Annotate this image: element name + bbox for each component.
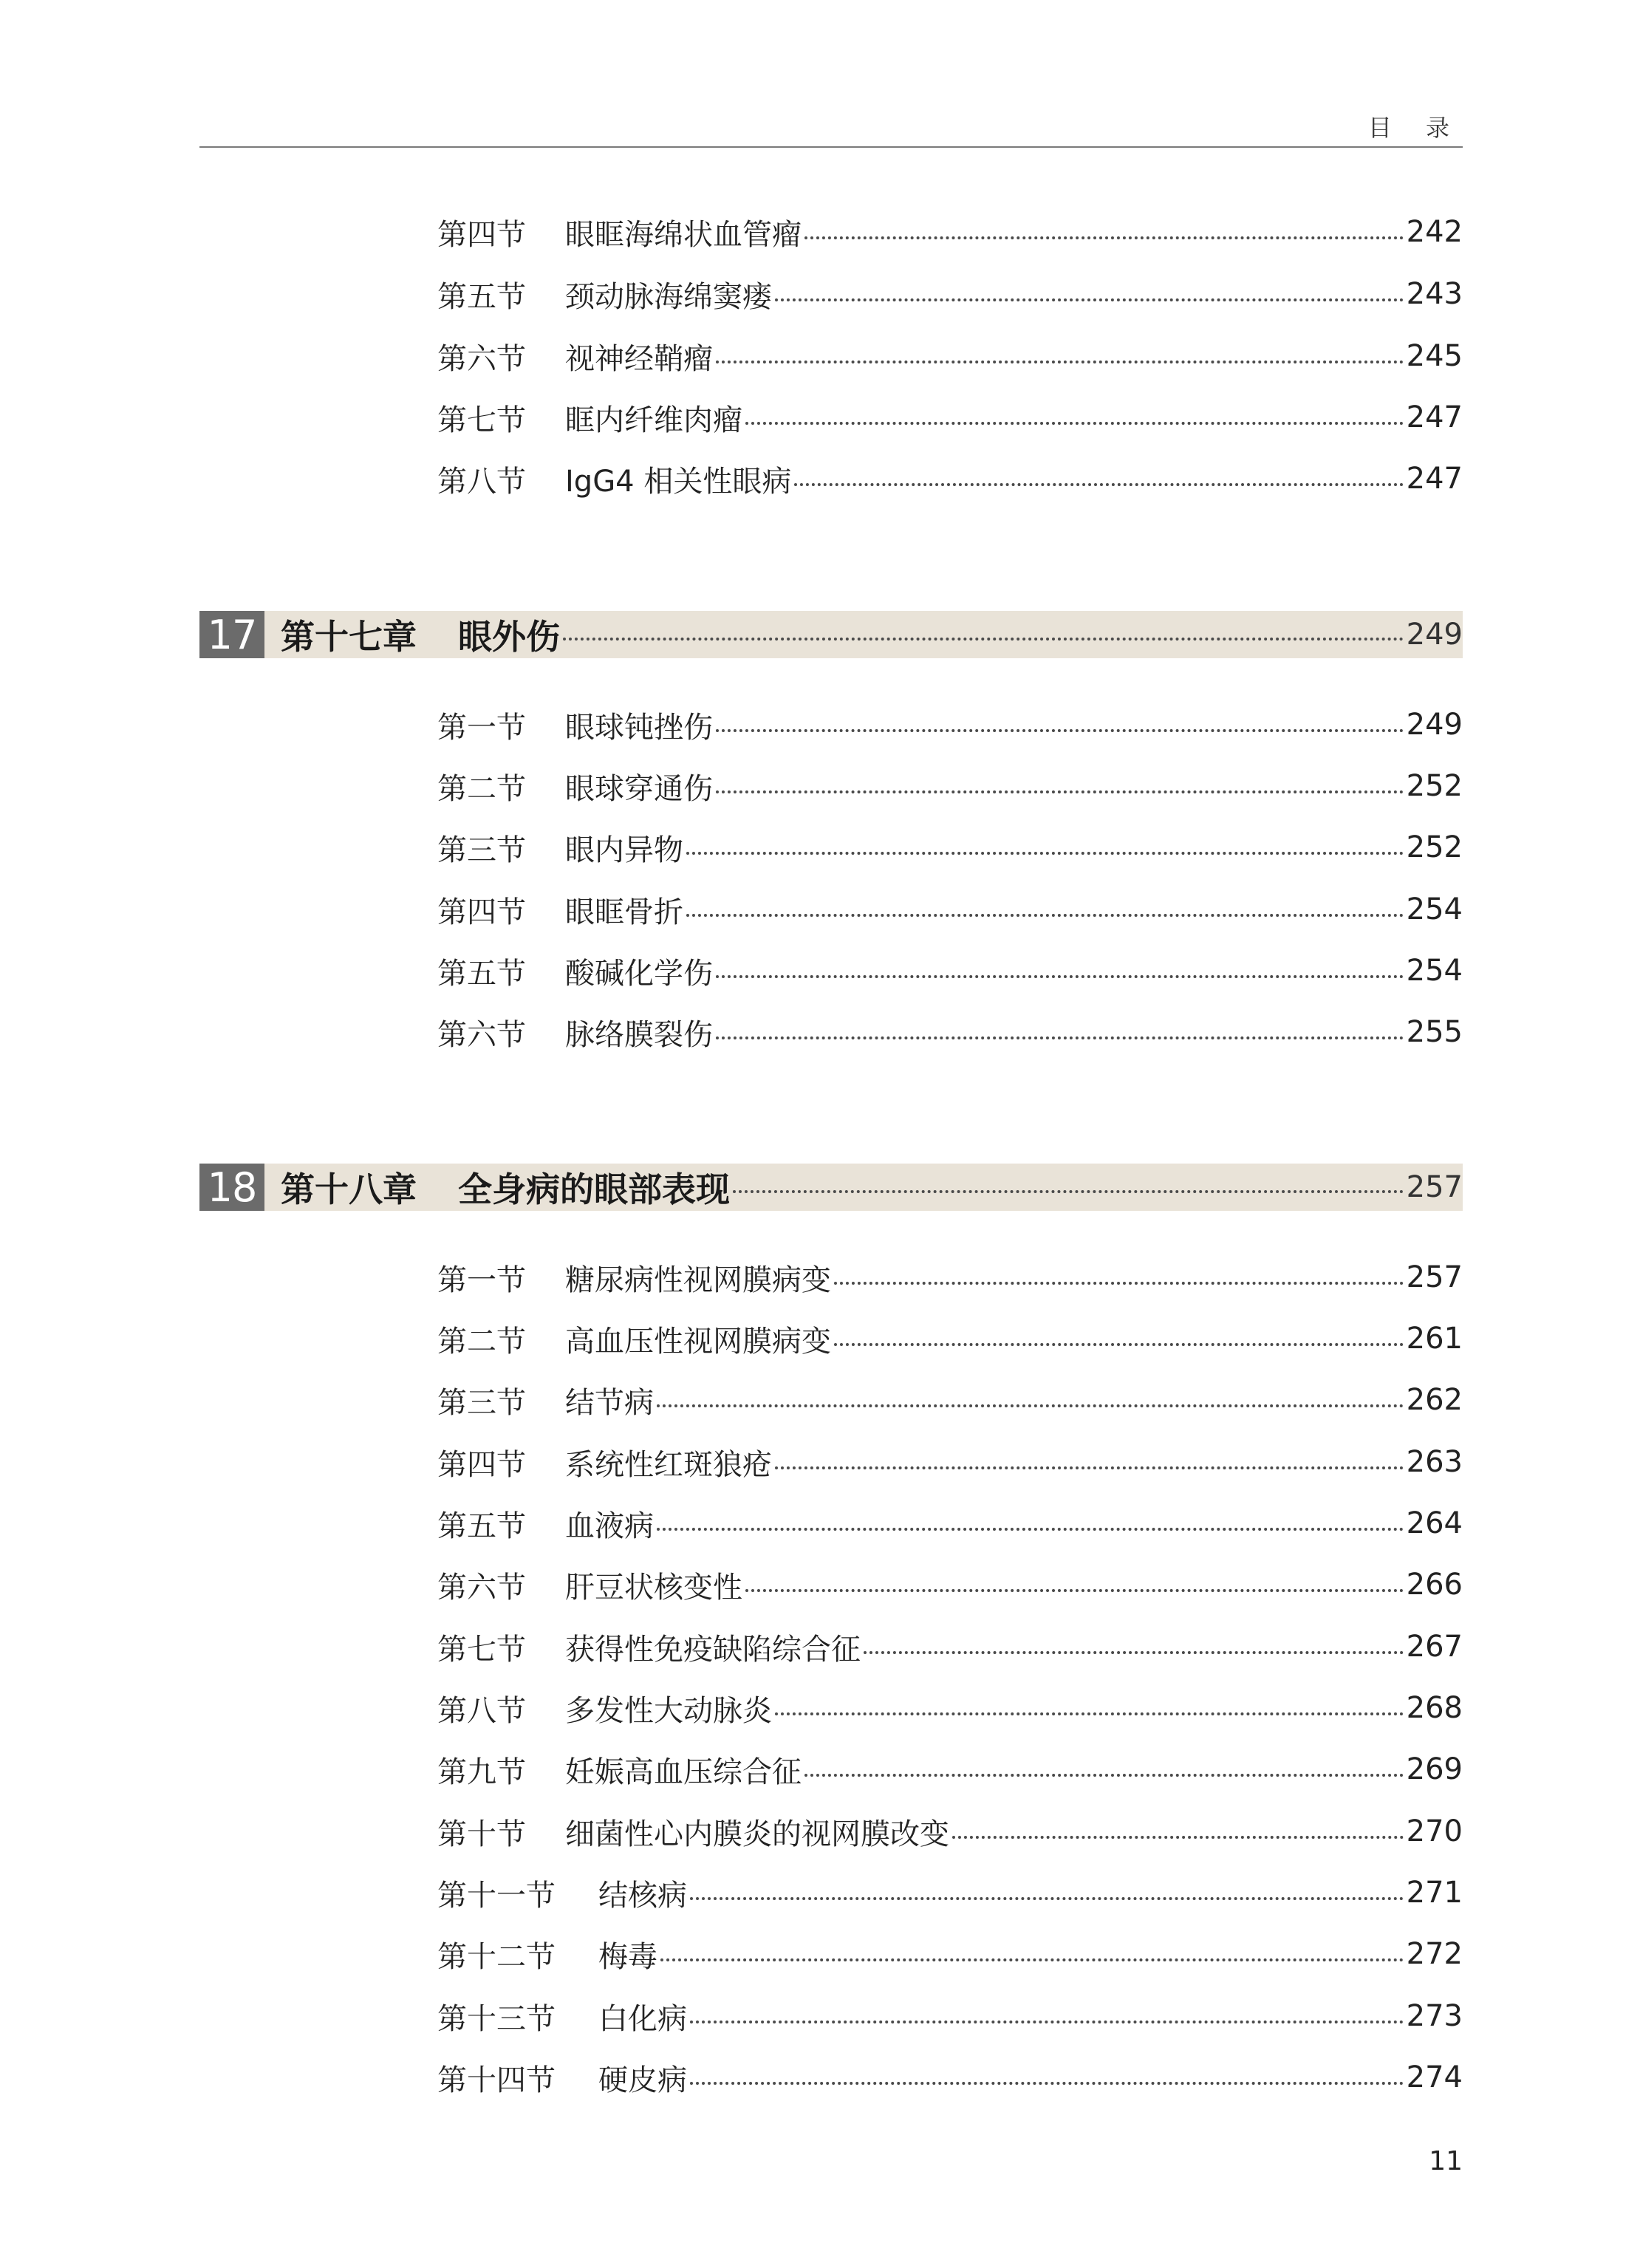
- section-number: 第一节: [437, 710, 526, 745]
- dot-leader: [775, 1466, 1404, 1469]
- section-number: 第四节: [437, 1447, 526, 1482]
- chapter-name: 全身病的眼部表现: [458, 1169, 730, 1209]
- section-title: IgG4 相关性眼病: [565, 464, 792, 499]
- page-ref: 263: [1406, 1445, 1463, 1479]
- toc-entry[interactable]: [437, 263, 1463, 325]
- toc-entry[interactable]: [437, 1985, 1463, 2047]
- dot-leader: [690, 1897, 1404, 1900]
- section-number: 第十节: [437, 1817, 526, 1851]
- section-title: 眼眶海绵状血管瘤: [565, 217, 802, 252]
- section-title: 眼眶骨折: [565, 895, 683, 929]
- dot-leader: [657, 1528, 1404, 1531]
- dot-leader: [716, 1036, 1404, 1039]
- dot-leader: [660, 1958, 1404, 1961]
- dot-leader: [794, 483, 1403, 486]
- section-number: 第五节: [437, 1509, 526, 1543]
- section-number: 第五节: [437, 279, 526, 314]
- section-title: 眼内异物: [565, 833, 683, 867]
- toc-entry[interactable]: [437, 694, 1463, 756]
- dot-leader: [657, 1404, 1404, 1407]
- toc-entry[interactable]: [437, 878, 1463, 940]
- section-title: 获得性免疫缺陷综合征: [565, 1632, 861, 1667]
- page-ref: 270: [1406, 1814, 1463, 1848]
- dot-leader: [834, 1282, 1404, 1285]
- section-number: 第六节: [437, 1570, 526, 1605]
- section-title: 硬皮病: [598, 2063, 687, 2097]
- section-title: 脉络膜裂伤: [565, 1017, 713, 1052]
- section-title: 肝豆状核变性: [565, 1570, 742, 1605]
- dot-leader: [775, 298, 1404, 301]
- page-ref: 262: [1406, 1383, 1463, 1417]
- page-ref: 247: [1406, 400, 1463, 434]
- section-title: 眼球穿通伤: [565, 771, 713, 806]
- page-ref: 271: [1406, 1876, 1463, 1910]
- section-title: 结节病: [565, 1385, 654, 1420]
- chapter-18-heading[interactable]: [199, 1164, 1463, 1211]
- page-ref: 242: [1406, 215, 1463, 249]
- page-ref: 274: [1406, 2060, 1463, 2094]
- page-ref: 245: [1406, 339, 1463, 373]
- dot-leader: [745, 422, 1404, 425]
- section-title: 血液病: [565, 1509, 654, 1543]
- toc-entry[interactable]: [437, 448, 1463, 510]
- chapter-title: [281, 610, 560, 659]
- page-ref: 252: [1406, 830, 1463, 864]
- page-ref: 254: [1406, 892, 1463, 926]
- dot-leader: [733, 1190, 1404, 1193]
- page-ref: 249: [1406, 618, 1463, 652]
- page-ref: 268: [1406, 1691, 1463, 1725]
- toc-entry[interactable]: [437, 1616, 1463, 1678]
- section-title: 高血压性视网膜病变: [565, 1324, 831, 1359]
- toc-entry[interactable]: [437, 1001, 1463, 1063]
- section-number: 第三节: [437, 1385, 526, 1420]
- chapter-label: 第十七章: [281, 617, 417, 657]
- section-number: 第八节: [437, 464, 526, 499]
- header-title: 目 录: [1367, 114, 1463, 142]
- toc-entry[interactable]: [437, 1492, 1463, 1554]
- dot-leader: [716, 361, 1404, 363]
- page-ref: 257: [1406, 1170, 1463, 1204]
- toc-entry[interactable]: [437, 1431, 1463, 1493]
- dot-leader: [690, 2021, 1404, 2023]
- dot-leader: [716, 729, 1404, 732]
- page-ref: 269: [1406, 1752, 1463, 1786]
- section-number: 第六节: [437, 1017, 526, 1052]
- section-title: 梅毒: [598, 1939, 657, 1974]
- page-ref: 254: [1406, 954, 1463, 988]
- toc-entry[interactable]: [437, 2046, 1463, 2108]
- section-title: 眼球钝挫伤: [565, 710, 713, 745]
- toc-entry[interactable]: [437, 1738, 1463, 1800]
- section-number: 第十三节: [437, 2001, 556, 2036]
- toc-entry[interactable]: [437, 386, 1463, 448]
- toc-entry[interactable]: [437, 1923, 1463, 1985]
- section-title: 糖尿病性视网膜病变: [565, 1263, 831, 1297]
- section-number: 第四节: [437, 895, 526, 929]
- dot-leader: [745, 1589, 1404, 1592]
- toc-entry[interactable]: [437, 1308, 1463, 1370]
- dot-leader: [834, 1343, 1404, 1346]
- dot-leader: [864, 1651, 1404, 1654]
- page-ref: 264: [1406, 1506, 1463, 1540]
- page-ref: 247: [1406, 462, 1463, 496]
- toc-entry[interactable]: [437, 755, 1463, 817]
- section-number: 第七节: [437, 1632, 526, 1667]
- section-title: 多发性大动脉炎: [565, 1693, 772, 1728]
- toc-entry[interactable]: [437, 1369, 1463, 1431]
- toc-entry[interactable]: [437, 1246, 1463, 1308]
- section-number: 第十四节: [437, 2063, 556, 2097]
- page-ref: 267: [1406, 1630, 1463, 1664]
- section-number: 第二节: [437, 1324, 526, 1359]
- toc-entry[interactable]: [437, 816, 1463, 878]
- page-ref: 255: [1406, 1015, 1463, 1049]
- page-ref: 266: [1406, 1568, 1463, 1602]
- section-title: 细菌性心内膜炎的视网膜改变: [565, 1817, 949, 1851]
- chapter-name: 眼外伤: [458, 617, 560, 657]
- dot-leader: [690, 2082, 1404, 2085]
- dot-leader: [716, 790, 1404, 793]
- dot-leader: [686, 852, 1404, 855]
- section-number: 第九节: [437, 1755, 526, 1789]
- page-ref: 261: [1406, 1322, 1463, 1356]
- dot-leader: [563, 638, 1404, 641]
- chapter-title: [281, 1163, 730, 1212]
- section-number: 第七节: [437, 403, 526, 437]
- section-title: 视神经鞘瘤: [565, 341, 713, 376]
- page-ref: 252: [1406, 769, 1463, 803]
- section-number: 第二节: [437, 771, 526, 806]
- dot-leader: [686, 914, 1404, 917]
- toc-entry[interactable]: [437, 1677, 1463, 1739]
- dot-leader: [716, 975, 1404, 978]
- section-title: 白化病: [598, 2001, 687, 2036]
- toc-entry[interactable]: [437, 201, 1463, 263]
- section-number: 第八节: [437, 1693, 526, 1728]
- section-number: 第十二节: [437, 1939, 556, 1974]
- toc-entry[interactable]: [437, 325, 1463, 387]
- section-number: 第四节: [437, 217, 526, 252]
- section-title: 结核病: [598, 1878, 687, 1913]
- chapter-number-badge: 17: [199, 611, 264, 658]
- dot-leader: [775, 1712, 1404, 1715]
- section-number: 第十一节: [437, 1878, 556, 1913]
- page-ref: 272: [1406, 1937, 1463, 1971]
- page-ref: 257: [1406, 1260, 1463, 1294]
- chapter-17-heading[interactable]: [199, 611, 1463, 658]
- running-header: [199, 103, 1463, 148]
- toc-entry[interactable]: [437, 940, 1463, 1002]
- section-title: 系统性红斑狼疮: [565, 1447, 772, 1482]
- section-number: 第一节: [437, 1263, 526, 1297]
- toc-entry[interactable]: [437, 1862, 1463, 1924]
- dot-leader: [804, 1774, 1404, 1777]
- dot-leader: [804, 236, 1404, 239]
- section-title: 颈动脉海绵窦瘘: [565, 279, 772, 314]
- section-number: 第六节: [437, 341, 526, 376]
- page-ref: 249: [1406, 708, 1463, 742]
- toc-entry[interactable]: [437, 1800, 1463, 1862]
- toc-entry[interactable]: [437, 1554, 1463, 1616]
- section-title: 眶内纤维肉瘤: [565, 403, 742, 437]
- chapter-number-badge: 18: [199, 1164, 264, 1211]
- page-ref: 273: [1406, 1999, 1463, 2033]
- page-ref: 243: [1406, 277, 1463, 311]
- section-title: 酸碱化学伤: [565, 956, 713, 991]
- chapter-label: 第十八章: [281, 1169, 417, 1209]
- section-number: 第五节: [437, 956, 526, 991]
- page-number: 11: [1429, 2146, 1463, 2176]
- dot-leader: [952, 1836, 1404, 1839]
- section-number: 第三节: [437, 833, 526, 867]
- section-title: 妊娠高血压综合征: [565, 1755, 802, 1789]
